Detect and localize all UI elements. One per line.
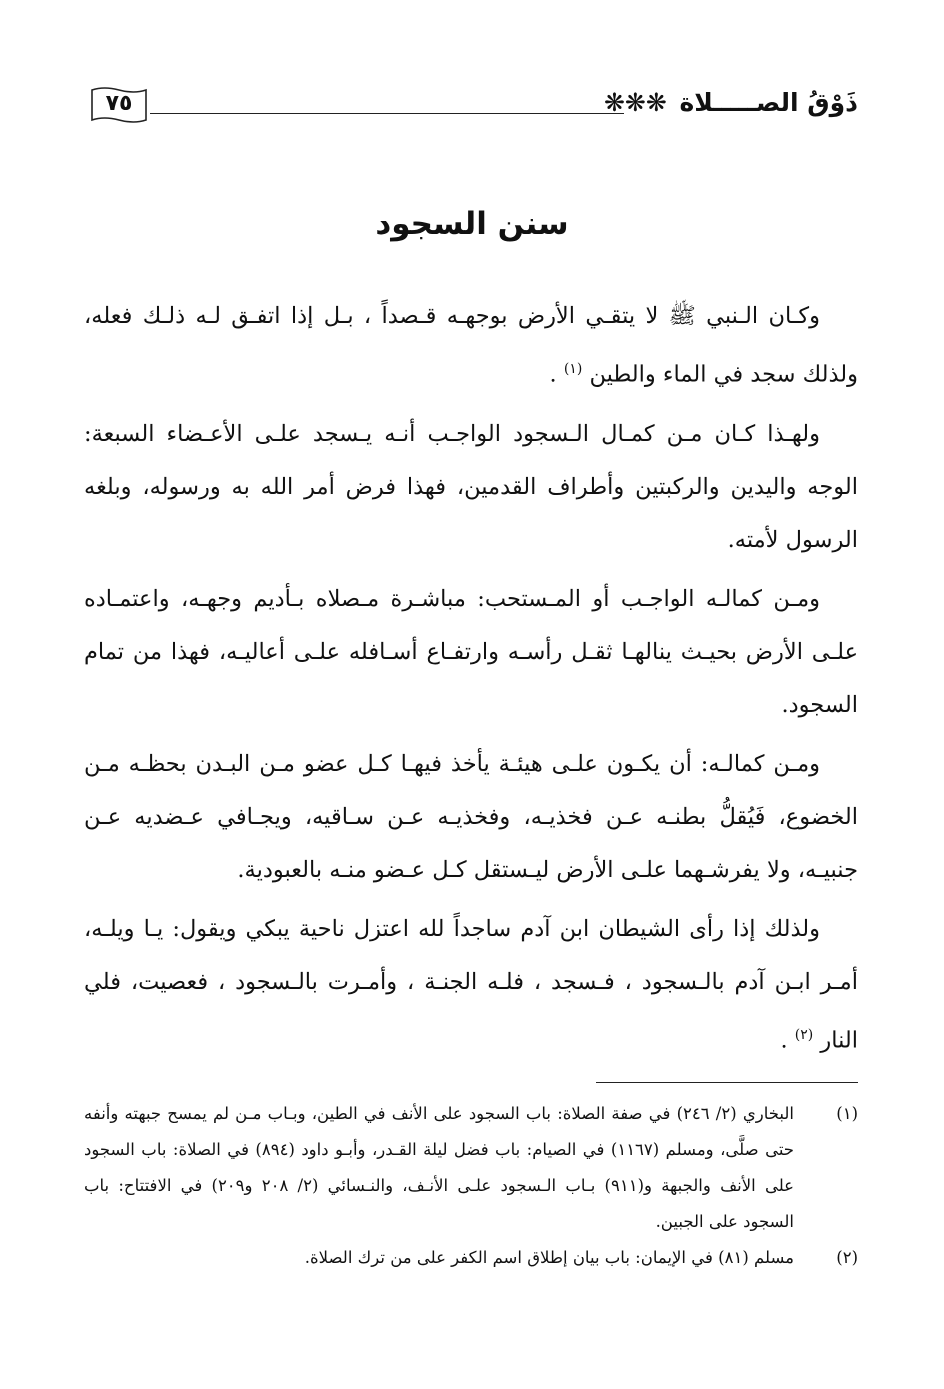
paragraph: ومـن كمالـه: أن يكـون علـى هيئـة يأخذ فيهـا كـل عضو مـن البـدن بحظـه مـن الخضوع، فَيُقلُّ بطنـه عـن فخذيـه، وفخذيـه عـن سـاقيه، ويجـافي عـضديه عـن جنبيـه، ولا يفرشـهما علـى الأرض ليـستقل كـل عـضو منـه بالعبودية. (84, 750, 858, 883)
star-ornament-icon: ❋❋❋ (603, 88, 667, 117)
footnote-text: البخاري (٢/ ٢٤٦) في صفة الصلاة: باب السجود على الأنف في الطين، وبـاب مـن لم يمسح جبهته وأنفه حتى صلَّى، ومسلم (١١٦٧) في الصيام: باب فضل ليلة القـدر، وأبـو داود (٨٩٤) في الصلاة: باب السجود على الأنف والجبهة و(٩١١) بـاب الـسجود علـى الأنـف، والنـسائي (٢/ ٢٠٨ و٢٠٩) في الافتتاح: باب السجود على الجبين. (84, 1104, 795, 1231)
chapter-title: سنن السجود (375, 206, 569, 242)
footnote-ref: (٢) (794, 1026, 814, 1043)
footnote-number: (١) (836, 1104, 858, 1123)
paragraph: ولذلك إذا رأى الشيطان ابن آدم ساجداً لله اعتزل ناحية يبكي ويقول: يـا ويلـه، أمـر ابـن آدم بالـسجود ، فـسجد ، فلـه الجنـة ، وأمـرت بالـسجود ، فعصيت، فلي النار $^{(٢)}$ . (84, 915, 858, 1053)
footnote-number: (٢) (836, 1248, 858, 1267)
body-text (84, 290, 858, 1073)
footnotes (84, 1096, 858, 1276)
book-title: ذَوْقُ الصـــــلاة (679, 88, 858, 117)
footnote (84, 1096, 858, 1240)
footnote-rule (596, 1082, 858, 1083)
page-number: ٧٥ (105, 91, 133, 116)
paragraph: ومـن كمالـه الواجـب أو المـستحب: مباشـرة مـصلاه بـأديم وجهـه، واعتمـاده علـى الأرض بحيـث ينالهـا ثقـل رأسـه وارتفـاع أسـافله علـى أعاليـه، فهذا من تمام السجود. (84, 585, 858, 718)
paragraph: وكـان الـنبي ﷺ لا يتقـي الأرض بوجهـه قـصداً ، بـل إذا اتفـق لـه ذلـك فعله، ولذلك سجد ﻓﻲ الماء والطين $^{(١)}$ . (84, 303, 858, 388)
header-rule (150, 113, 624, 114)
running-header (604, 88, 858, 128)
footnote (84, 1240, 858, 1276)
footnote-ref: (١) (563, 361, 583, 377)
paragraph: ولهـذا كـان مـن كمـال الـسجود الواجـب أنـه يـسجد علـى الأعـضاء السبعة: الوجه واليدين والركبتين وأطراف القدمين، فهذا فرض أمر الله به ورسوله، وبلغه الرسول لأمته. (84, 420, 858, 553)
footnote-text: مسلم (٨١) في الإيمان: باب بيان إطلاق اسم الكفر على من ترك الصلاة. (304, 1248, 794, 1267)
page-number-badge (88, 84, 150, 126)
